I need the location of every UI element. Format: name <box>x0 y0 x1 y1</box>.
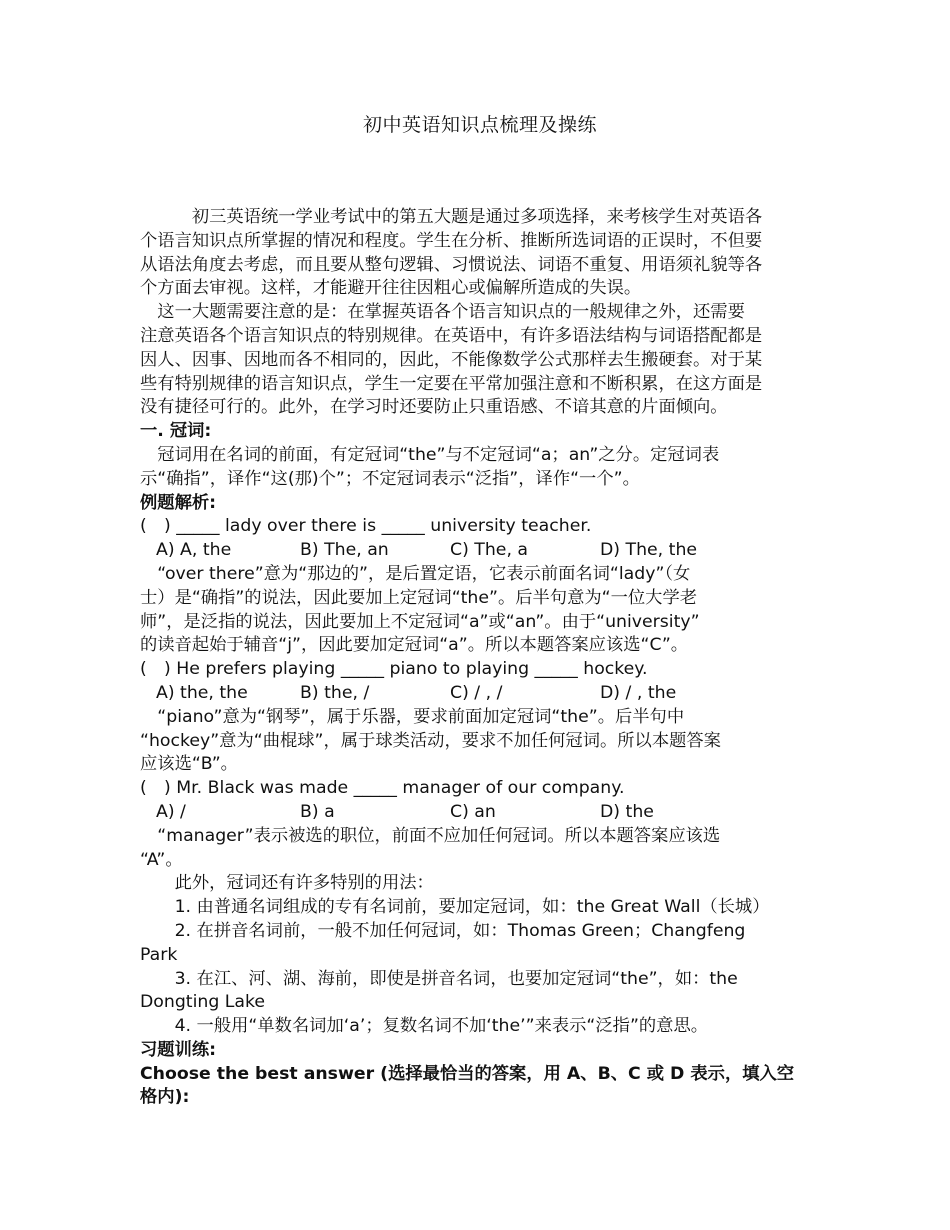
examples-heading: 例题解析: <box>140 492 217 513</box>
option-c: C) / , / <box>450 682 503 703</box>
explanation-line: “A”。 <box>140 849 183 870</box>
option-b: B) the, / <box>300 682 370 703</box>
explanation-line: “over there”意为“那边的”，是后置定语，它表示前面名词“lady”（女 <box>140 563 691 584</box>
document-body <box>140 206 820 1110</box>
section-heading-articles: 一. 冠词: <box>140 421 212 442</box>
text-line: 从语法角度去考虑，而且要从整句逻辑、习惯说法、词语不重复、用语须礼貌等各 <box>140 254 763 275</box>
answer-options <box>140 539 820 563</box>
explanation-line: “manager”表示被选的职位，前面不应加任何冠词。所以本题答案应该选 <box>140 825 721 846</box>
text-line: Park <box>140 944 178 965</box>
option-b: B) a <box>300 801 335 822</box>
answer-options <box>140 801 820 825</box>
text-line: 没有捷径可行的。此外，在学习时还要防止只重语感、不谙其意的片面倾向。 <box>140 397 728 418</box>
option-c: C) an <box>450 801 496 822</box>
document-title: 初中英语知识点梳理及操练 <box>362 114 597 136</box>
exercise-instruction: 格内): <box>140 1087 190 1108</box>
text-line: 个语言知识点所掌握的情况和程度。学生在分析、推断所选词语的正误时，不但要 <box>140 230 763 251</box>
text-line: 因人、因事、因地而各不相同的，因此，不能像数学公式那样去生搬硬套。对于某 <box>140 349 763 370</box>
text-line: 3. 在江、河、湖、海前，即使是拼音名词，也要加定冠词“the”，如：the <box>140 968 738 989</box>
option-d: D) The, the <box>600 540 698 561</box>
option-b: B) The, an <box>300 540 389 561</box>
option-a: A) the, the <box>156 682 248 703</box>
question-text: ( ) Mr. Black was made _____ manager of our company. <box>140 778 625 799</box>
text-line: 个方面去审视。这样，才能避开往往因粗心或偏解所造成的失误。 <box>140 278 642 299</box>
exercise-instruction: Choose the best answer (选择最恰当的答案，用 A、B、C 或 D 表示，填入空 <box>140 1063 795 1084</box>
example-question-2 <box>140 658 820 777</box>
example-question-3 <box>140 777 820 872</box>
text-line: 此外，冠词还有许多特别的用法： <box>140 873 434 894</box>
text-line: 4. 一般用“单数名词加‘a’；复数名词不加‘the’”来表示“泛指”的意思。 <box>140 1016 709 1037</box>
text-line: Dongting Lake <box>140 992 266 1013</box>
text-line: 这一大题需要注意的是：在掌握英语各个语言知识点的一般规律之外，还需要 <box>140 302 745 323</box>
explanation-line: 的读音起始于辅音“j”，因此要加定冠词“a”。所以本题答案应该选“C”。 <box>140 635 689 656</box>
explanation-line: 师”，是泛指的说法，因此要加上不定冠词“a”或“an”。由于“university” <box>140 611 700 632</box>
exercise-heading: 习题训练: <box>140 1039 217 1060</box>
answer-options <box>140 682 820 706</box>
option-d: D) / , the <box>600 682 677 703</box>
text-line: 2. 在拼音名词前，一般不加任何冠词，如：Thomas Green；Changfeng <box>140 920 746 941</box>
question-text: ( ) He prefers playing _____ piano to playing _____ hockey. <box>140 659 648 680</box>
question-text: ( ) _____ lady over there is _____ university teacher. <box>140 516 592 537</box>
text-line: 初三英语统一学业考试中的第五大题是通过多项选择，来考核学生对英语各 <box>140 207 763 227</box>
explanation-line: 应该选“B”。 <box>140 754 238 775</box>
example-question-1 <box>140 515 820 658</box>
option-a: A) A, the <box>156 540 232 561</box>
text-line: 注意英语各个语言知识点的特别规律。在英语中，有许多语法结构与词语搭配都是 <box>140 325 763 346</box>
text-line: 些有特别规律的语言知识点，学生一定要在平常加强注意和不断积累，在这方面是 <box>140 373 763 394</box>
intro-paragraph <box>140 206 820 420</box>
option-d: D) the <box>600 801 654 822</box>
text-line: 示“确指”，译作“这(那)个”；不定冠词表示“泛指”，译作“一个”。 <box>140 468 640 489</box>
explanation-line: 士）是“确指”的说法，因此要加上定冠词“the”。后半句意为“一位大学老 <box>140 587 698 608</box>
text-line: 1. 由普通名词组成的专有名词前，要加定冠词，如：the Great Wall（长城） <box>140 897 770 918</box>
text-line: 冠词用在名词的前面，有定冠词“the”与不定冠词“a；an”之分。定冠词表 <box>140 444 720 465</box>
option-c: C) The, a <box>450 540 529 561</box>
explanation-line: “hockey”意为“曲棍球”，属于球类活动，要求不加任何冠词。所以本题答案 <box>140 730 721 751</box>
special-usage-list <box>140 872 820 1039</box>
explanation-line: “piano”意为“钢琴”，属于乐器，要求前面加定冠词“the”。后半句中 <box>140 706 685 727</box>
option-a: A) / <box>156 801 186 822</box>
